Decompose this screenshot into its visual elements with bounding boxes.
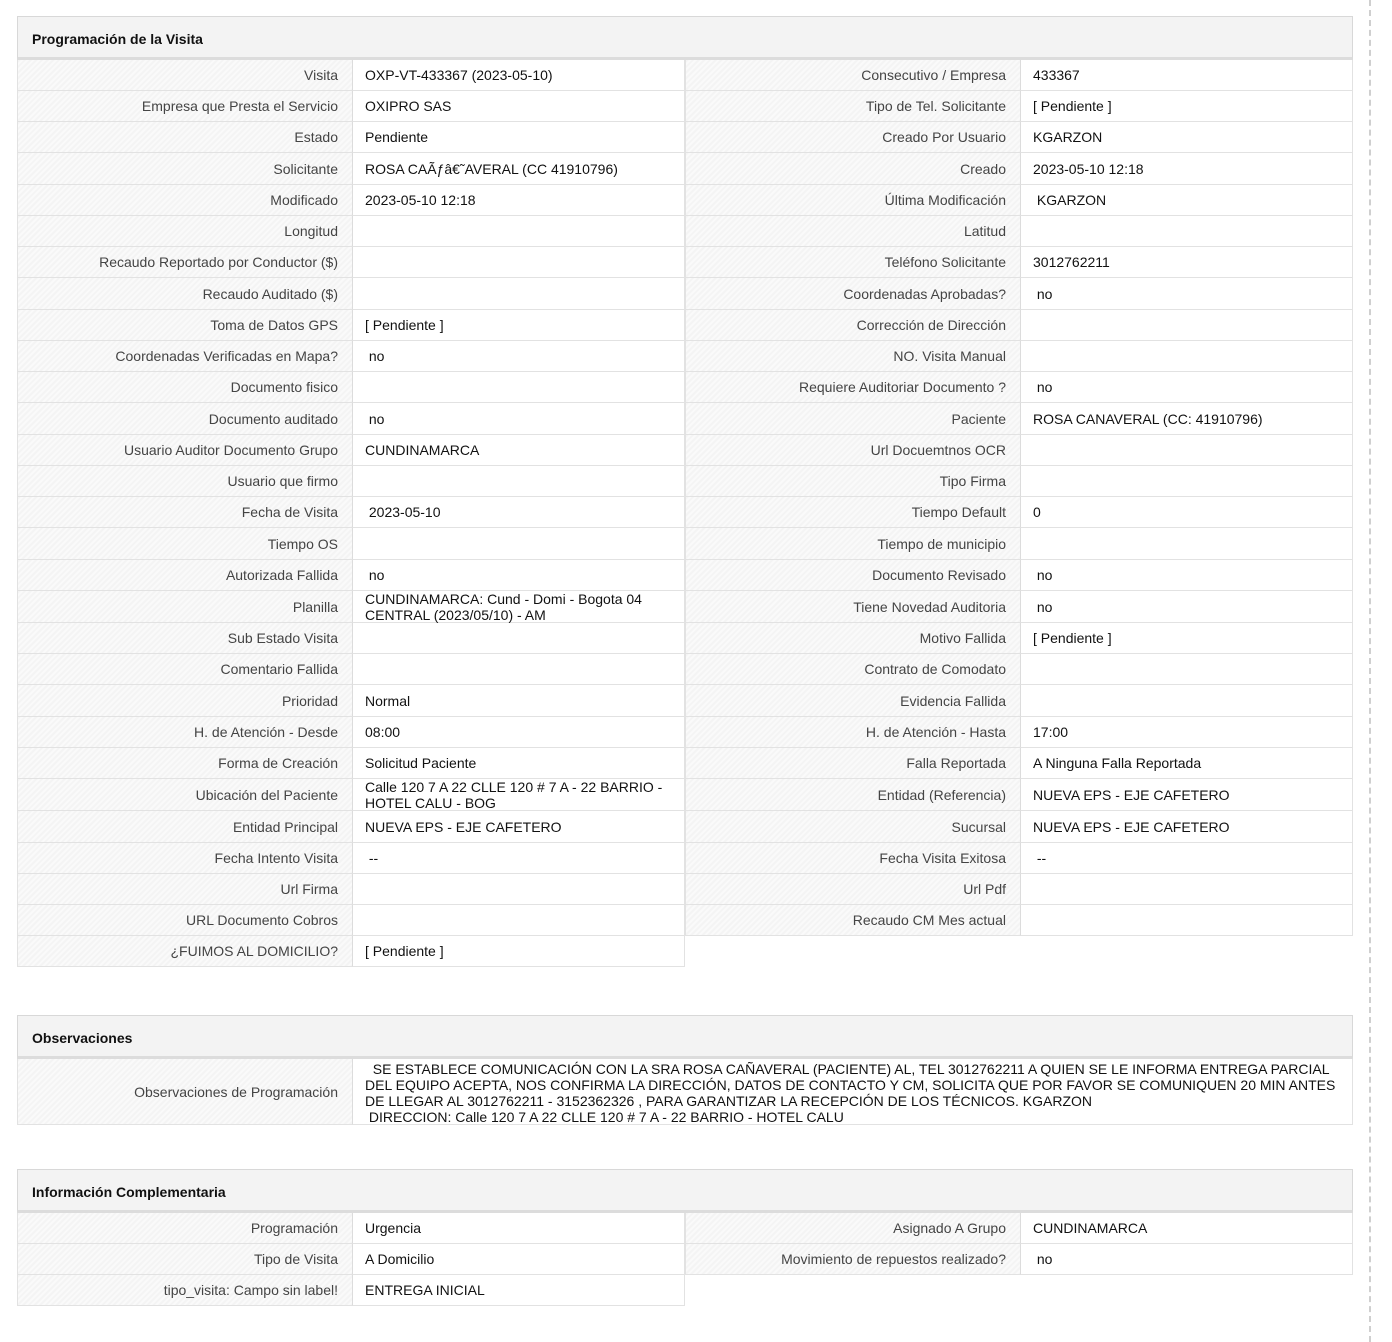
field-value: 433367 bbox=[1020, 60, 1353, 91]
field-label: ¿FUIMOS AL DOMICILIO? bbox=[17, 936, 352, 967]
field-value: ROSA CAÃƒâ€˜AVERAL (CC 41910796) bbox=[352, 153, 685, 185]
field-label: Movimiento de repuestos realizado? bbox=[685, 1244, 1020, 1275]
field-label: Coordenadas Verificadas en Mapa? bbox=[17, 341, 352, 372]
field-value bbox=[352, 905, 685, 936]
field-label: H. de Atención - Hasta bbox=[685, 717, 1020, 748]
field-value: 3012762211 bbox=[1020, 247, 1353, 278]
field-label: Solicitante bbox=[17, 153, 352, 185]
field-label: Sub Estado Visita bbox=[17, 623, 352, 654]
field-label: Documento Revisado bbox=[685, 560, 1020, 591]
field-value bbox=[1020, 466, 1353, 497]
field-label: Autorizada Fallida bbox=[17, 560, 352, 591]
field-label: Estado bbox=[17, 122, 352, 153]
field-value: no bbox=[352, 403, 685, 435]
field-label: Modificado bbox=[17, 185, 352, 216]
field-label: Recaudo CM Mes actual bbox=[685, 905, 1020, 936]
field-value: ROSA CANAVERAL (CC: 41910796) bbox=[1020, 403, 1353, 435]
field-value: NUEVA EPS - EJE CAFETERO bbox=[1020, 779, 1353, 811]
field-label: Empresa que Presta el Servicio bbox=[17, 91, 352, 122]
field-label: tipo_visita: Campo sin label! bbox=[17, 1275, 352, 1306]
field-value bbox=[352, 874, 685, 905]
field-value: Pendiente bbox=[352, 122, 685, 153]
field-label: Creado bbox=[685, 153, 1020, 185]
field-value bbox=[1020, 310, 1353, 341]
field-label: Planilla bbox=[17, 591, 352, 623]
field-label: Url Firma bbox=[17, 874, 352, 905]
field-value: no bbox=[1020, 1244, 1353, 1275]
field-label: Fecha de Visita bbox=[17, 497, 352, 528]
field-value bbox=[352, 623, 685, 654]
field-label: URL Documento Cobros bbox=[17, 905, 352, 936]
complementaria-section bbox=[17, 1169, 1353, 1306]
observaciones-section bbox=[17, 1015, 1353, 1125]
field-value: [ Pendiente ] bbox=[1020, 623, 1353, 654]
field-value: Normal bbox=[352, 685, 685, 717]
field-label: Documento fisico bbox=[17, 372, 352, 403]
field-label: Recaudo Auditado ($) bbox=[17, 278, 352, 310]
field-label: Consecutivo / Empresa bbox=[685, 60, 1020, 91]
field-value: CUNDINAMARCA: Cund - Domi - Bogota 04 CENTRAL (2023/05/10) - AM bbox=[352, 591, 685, 623]
field-value: Urgencia bbox=[352, 1213, 685, 1244]
field-value bbox=[352, 372, 685, 403]
field-label: Prioridad bbox=[17, 685, 352, 717]
field-label: Ubicación del Paciente bbox=[17, 779, 352, 811]
field-value bbox=[352, 528, 685, 560]
field-label: Tiempo Default bbox=[685, 497, 1020, 528]
programacion-section bbox=[17, 16, 1353, 967]
field-label: Forma de Creación bbox=[17, 748, 352, 779]
field-value: no bbox=[1020, 591, 1353, 623]
field-value: no bbox=[1020, 278, 1353, 310]
field-label: Tipo Firma bbox=[685, 466, 1020, 497]
field-value bbox=[1020, 905, 1353, 936]
observaciones-label: Observaciones de Programación bbox=[17, 1059, 352, 1125]
field-label: H. de Atención - Desde bbox=[17, 717, 352, 748]
field-label: Evidencia Fallida bbox=[685, 685, 1020, 717]
field-value: [ Pendiente ] bbox=[352, 310, 685, 341]
field-value bbox=[1020, 435, 1353, 466]
field-label: Tipo de Tel. Solicitante bbox=[685, 91, 1020, 122]
field-value: 0 bbox=[1020, 497, 1353, 528]
field-value bbox=[352, 466, 685, 497]
field-value bbox=[1020, 528, 1353, 560]
field-value: A Domicilio bbox=[352, 1244, 685, 1275]
field-value: 17:00 bbox=[1020, 717, 1353, 748]
field-value: OXIPRO SAS bbox=[352, 91, 685, 122]
field-value: NUEVA EPS - EJE CAFETERO bbox=[352, 811, 685, 843]
field-label: Url Docuemtnos OCR bbox=[685, 435, 1020, 466]
field-label: Creado Por Usuario bbox=[685, 122, 1020, 153]
observaciones-header: Observaciones bbox=[17, 1015, 1353, 1059]
field-label: Paciente bbox=[685, 403, 1020, 435]
field-value: CUNDINAMARCA bbox=[1020, 1213, 1353, 1244]
field-label: Longitud bbox=[17, 216, 352, 247]
field-label: Documento auditado bbox=[17, 403, 352, 435]
field-value: KGARZON bbox=[1020, 122, 1353, 153]
field-label: Fecha Visita Exitosa bbox=[685, 843, 1020, 874]
field-label: Coordenadas Aprobadas? bbox=[685, 278, 1020, 310]
field-label: Contrato de Comodato bbox=[685, 654, 1020, 685]
field-label: Tiempo de municipio bbox=[685, 528, 1020, 560]
complementaria-header: Información Complementaria bbox=[17, 1169, 1353, 1213]
field-value: -- bbox=[1020, 843, 1353, 874]
field-label: Motivo Fallida bbox=[685, 623, 1020, 654]
field-value: NUEVA EPS - EJE CAFETERO bbox=[1020, 811, 1353, 843]
field-label: Fecha Intento Visita bbox=[17, 843, 352, 874]
field-label: Requiere Auditoriar Documento ? bbox=[685, 372, 1020, 403]
field-label: Recaudo Reportado por Conductor ($) bbox=[17, 247, 352, 278]
programacion-grid bbox=[17, 60, 1353, 967]
field-value: Calle 120 7 A 22 CLLE 120 # 7 A - 22 BARRIO - HOTEL CALU - BOG bbox=[352, 779, 685, 811]
field-label: Sucursal bbox=[685, 811, 1020, 843]
field-value: no bbox=[1020, 372, 1353, 403]
complementaria-grid bbox=[17, 1213, 1353, 1306]
field-label: Comentario Fallida bbox=[17, 654, 352, 685]
field-value bbox=[1020, 654, 1353, 685]
programacion-header: Programación de la Visita bbox=[17, 16, 1353, 60]
field-label: Tiene Novedad Auditoria bbox=[685, 591, 1020, 623]
field-label: Entidad Principal bbox=[17, 811, 352, 843]
field-value: Solicitud Paciente bbox=[352, 748, 685, 779]
field-label: Url Pdf bbox=[685, 874, 1020, 905]
observaciones-grid bbox=[17, 1059, 1353, 1125]
field-value: KGARZON bbox=[1020, 185, 1353, 216]
field-label: Usuario que firmo bbox=[17, 466, 352, 497]
field-value: no bbox=[352, 560, 685, 591]
right-dashed-divider bbox=[1369, 0, 1371, 1342]
field-label: Latitud bbox=[685, 216, 1020, 247]
field-value: no bbox=[1020, 560, 1353, 591]
field-value bbox=[352, 278, 685, 310]
observaciones-text: SE ESTABLECE COMUNICACIÓN CON LA SRA ROSA CAÑAVERAL (PACIENTE) AL, TEL 3012762211 A QUIEN SE LE INFORMA ENTREGA PARCIAL DEL EQUIPO ACEPTA, NOS CONFIRMA LA DIRECCIÓN, DATOS DE CONTACTO Y CM, SOLICITA QUE POR FAVOR SE COMUNIQUEN 20 MIN ANTES DE LLEGAR AL 3012762211 - 3152362326 , PARA GARANTIZAR LA RECEPCIÓN DE LOS TÉCNICOS. KGARZON DIRECCION: Calle 120 7 A 22 CLLE 120 # 7 A - 22 BARRIO - HOTEL CALU bbox=[352, 1059, 1353, 1125]
field-label: Corrección de Dirección bbox=[685, 310, 1020, 341]
field-value: A Ninguna Falla Reportada bbox=[1020, 748, 1353, 779]
field-value bbox=[1020, 341, 1353, 372]
field-label: Toma de Datos GPS bbox=[17, 310, 352, 341]
field-label: Visita bbox=[17, 60, 352, 91]
field-label: Programación bbox=[17, 1213, 352, 1244]
field-label: Usuario Auditor Documento Grupo bbox=[17, 435, 352, 466]
field-value: 08:00 bbox=[352, 717, 685, 748]
field-label: Tiempo OS bbox=[17, 528, 352, 560]
field-value: 2023-05-10 bbox=[352, 497, 685, 528]
field-value bbox=[352, 216, 685, 247]
field-value bbox=[1020, 685, 1353, 717]
field-value: 2023-05-10 12:18 bbox=[1020, 153, 1353, 185]
field-label: Última Modificación bbox=[685, 185, 1020, 216]
field-value: no bbox=[352, 341, 685, 372]
field-value: CUNDINAMARCA bbox=[352, 435, 685, 466]
field-label: NO. Visita Manual bbox=[685, 341, 1020, 372]
field-value bbox=[1020, 874, 1353, 905]
field-value bbox=[352, 654, 685, 685]
field-label: Tipo de Visita bbox=[17, 1244, 352, 1275]
field-label: Teléfono Solicitante bbox=[685, 247, 1020, 278]
field-value: 2023-05-10 12:18 bbox=[352, 185, 685, 216]
field-value bbox=[1020, 216, 1353, 247]
field-label: Entidad (Referencia) bbox=[685, 779, 1020, 811]
field-value: OXP-VT-433367 (2023-05-10) bbox=[352, 60, 685, 91]
field-label: Asignado A Grupo bbox=[685, 1213, 1020, 1244]
field-value: [ Pendiente ] bbox=[352, 936, 685, 967]
field-value: [ Pendiente ] bbox=[1020, 91, 1353, 122]
field-value bbox=[352, 247, 685, 278]
field-label: Falla Reportada bbox=[685, 748, 1020, 779]
field-value: -- bbox=[352, 843, 685, 874]
field-value: ENTREGA INICIAL bbox=[352, 1275, 685, 1306]
